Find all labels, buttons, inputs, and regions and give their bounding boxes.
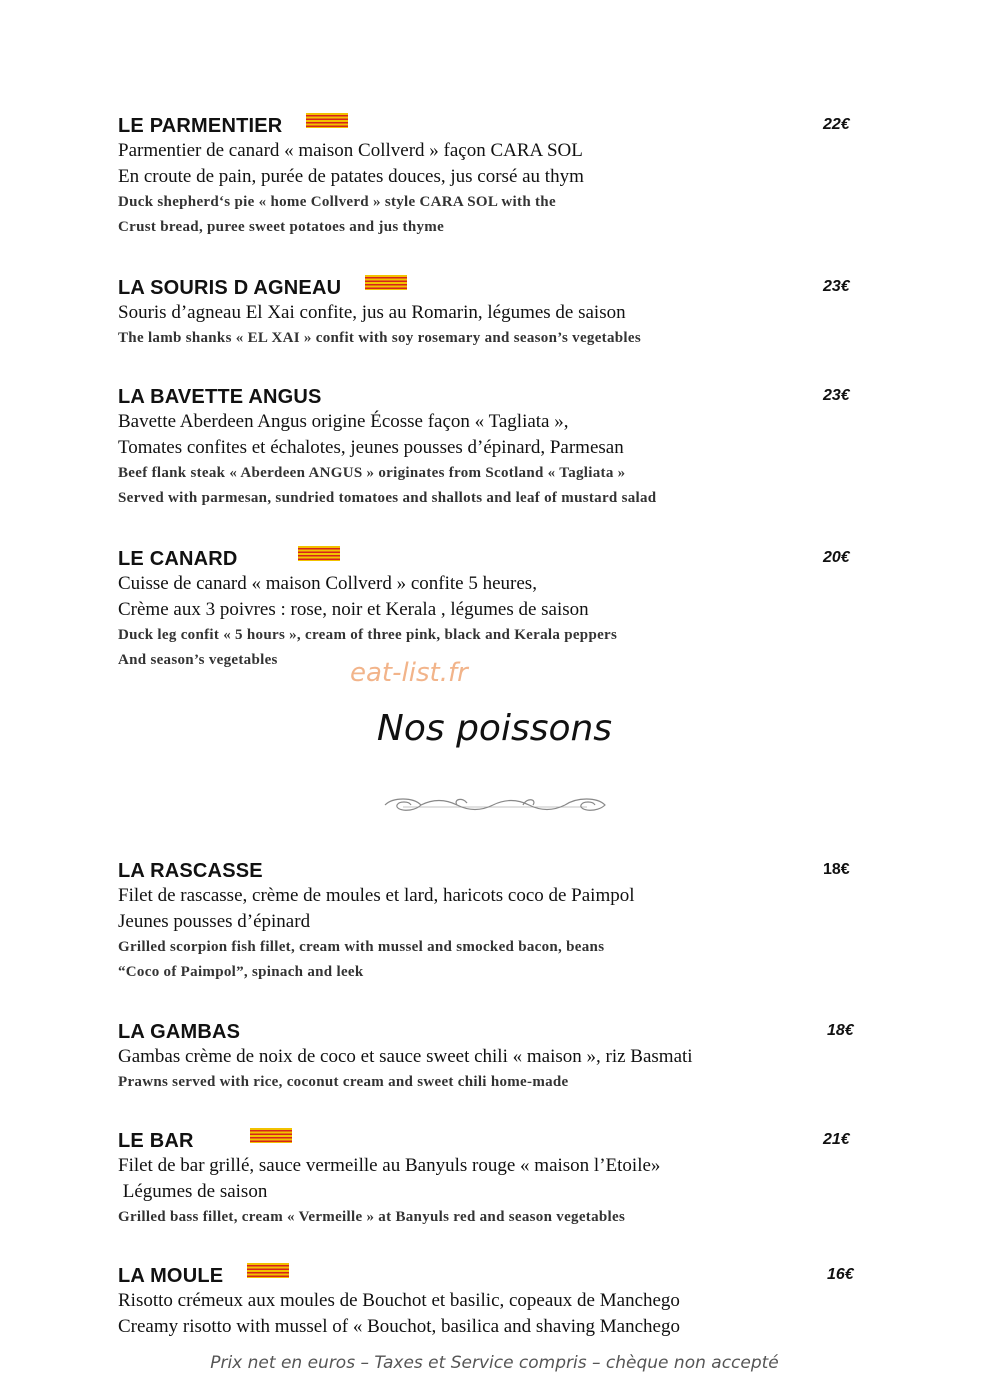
dish-description-fr: Souris d’agneau El Xai confite, jus au Romarin, légumes de saison xyxy=(118,302,626,323)
dish-price: 16€ xyxy=(827,1266,854,1283)
dish-description-en: Grilled scorpion fish fillet, cream with mussel and smocked bacon, beans xyxy=(118,939,605,955)
dish-description-en: “Coco of Paimpol”, spinach and leek xyxy=(118,964,364,980)
dish-price: 21€ xyxy=(823,1131,850,1148)
catalan-flag-icon xyxy=(247,1263,289,1278)
dish-description-en: Duck leg confit « 5 hours », cream of three pink, black and Kerala peppers xyxy=(118,627,618,643)
dish-name: LA SOURIS D AGNEAU xyxy=(118,277,342,299)
dish-description-fr: Légumes de saison xyxy=(118,1181,268,1202)
dish-description-en: Grilled bass fillet, cream « Vermeille » at Banyuls red and season vegetables xyxy=(118,1209,626,1225)
dish-la-souris-d-agneau xyxy=(118,276,878,351)
catalan-flag-icon xyxy=(250,1128,292,1143)
dish-description-en: Prawns served with rice, coconut cream and sweet chili home-made xyxy=(118,1074,569,1090)
dish-description-fr: Jeunes pousses d’épinard xyxy=(118,911,311,932)
dish-description-en: And season’s vegetables xyxy=(118,652,278,668)
dish-description-fr: Cuisse de canard « maison Collverd » confite 5 heures, xyxy=(118,573,537,594)
dish-price: 18€ xyxy=(823,861,850,878)
dish-description-fr: En croute de pain, purée de patates douces, jus corsé au thym xyxy=(118,166,584,187)
dish-description-fr: Filet de rascasse, crème de moules et lard, haricots coco de Paimpol xyxy=(118,885,635,906)
footer-note: Prix net en euros – Taxes et Service compris – chèque non accepté xyxy=(210,1353,779,1373)
catalan-flag-icon xyxy=(365,275,407,290)
dish-description-en: The lamb shanks « EL XAI » confit with soy rosemary and season’s vegetables xyxy=(118,330,641,346)
catalan-flag-icon xyxy=(298,546,340,561)
dish-name: LA MOULE xyxy=(118,1265,224,1287)
dish-description-fr: Risotto crémeux aux moules de Bouchot et basilic, copeaux de Manchego xyxy=(118,1290,680,1311)
dish-name: LA BAVETTE ANGUS xyxy=(118,386,322,408)
dish-price: 23€ xyxy=(823,278,850,295)
dish-description-fr: Filet de bar grillé, sauce vermeille au Banyuls rouge « maison l’Etoile» xyxy=(118,1155,661,1176)
dish-description-fr: Creamy risotto with mussel of « Bouchot, basilica and shaving Manchego xyxy=(118,1316,680,1337)
dish-description-en: Crust bread, puree sweet potatoes and jus thyme xyxy=(118,219,445,235)
dish-description-fr: Bavette Aberdeen Angus origine Écosse façon « Tagliata », xyxy=(118,411,569,432)
dish-price: 20€ xyxy=(823,549,850,566)
watermark: eat-list.fr xyxy=(350,658,468,688)
dish-la-gambas xyxy=(118,1020,878,1095)
dish-description-fr: Tomates confites et échalotes, jeunes pousses d’épinard, Parmesan xyxy=(118,437,624,458)
ornament-divider-icon xyxy=(383,795,607,815)
dish-le-parmentier xyxy=(118,114,878,240)
dish-le-bar xyxy=(118,1129,878,1230)
catalan-flag-icon xyxy=(306,113,348,128)
dish-description-en: Beef flank steak « Aberdeen ANGUS » originates from Scotland « Tagliata » xyxy=(118,465,626,481)
dish-description-en: Duck shepherd‘s pie « home Collverd » style CARA SOL with the xyxy=(118,194,556,210)
dish-description-fr: Gambas crème de noix de coco et sauce sweet chili « maison », riz Basmati xyxy=(118,1046,693,1067)
dish-price: 22€ xyxy=(823,116,850,133)
dish-name: LA RASCASSE xyxy=(118,860,263,882)
dish-price: 18€ xyxy=(827,1022,854,1039)
dish-la-moule xyxy=(118,1264,878,1340)
dish-description-en: Served with parmesan, sundried tomatoes and shallots and leaf of mustard salad xyxy=(118,490,657,506)
dish-name: LE CANARD xyxy=(118,548,238,570)
dish-name: LE BAR xyxy=(118,1130,194,1152)
dish-description-fr: Parmentier de canard « maison Collverd » façon CARA SOL xyxy=(118,140,583,161)
dish-name: LA GAMBAS xyxy=(118,1021,241,1043)
dish-la-bavette-angus xyxy=(118,385,878,511)
dish-name: LE PARMENTIER xyxy=(118,115,283,137)
dish-la-rascasse xyxy=(118,859,878,985)
section-title: Nos poissons xyxy=(376,708,613,749)
dish-description-fr: Crème aux 3 poivres : rose, noir et Kerala , légumes de saison xyxy=(118,599,589,620)
dish-le-canard xyxy=(118,547,878,673)
dish-price: 23€ xyxy=(823,387,850,404)
